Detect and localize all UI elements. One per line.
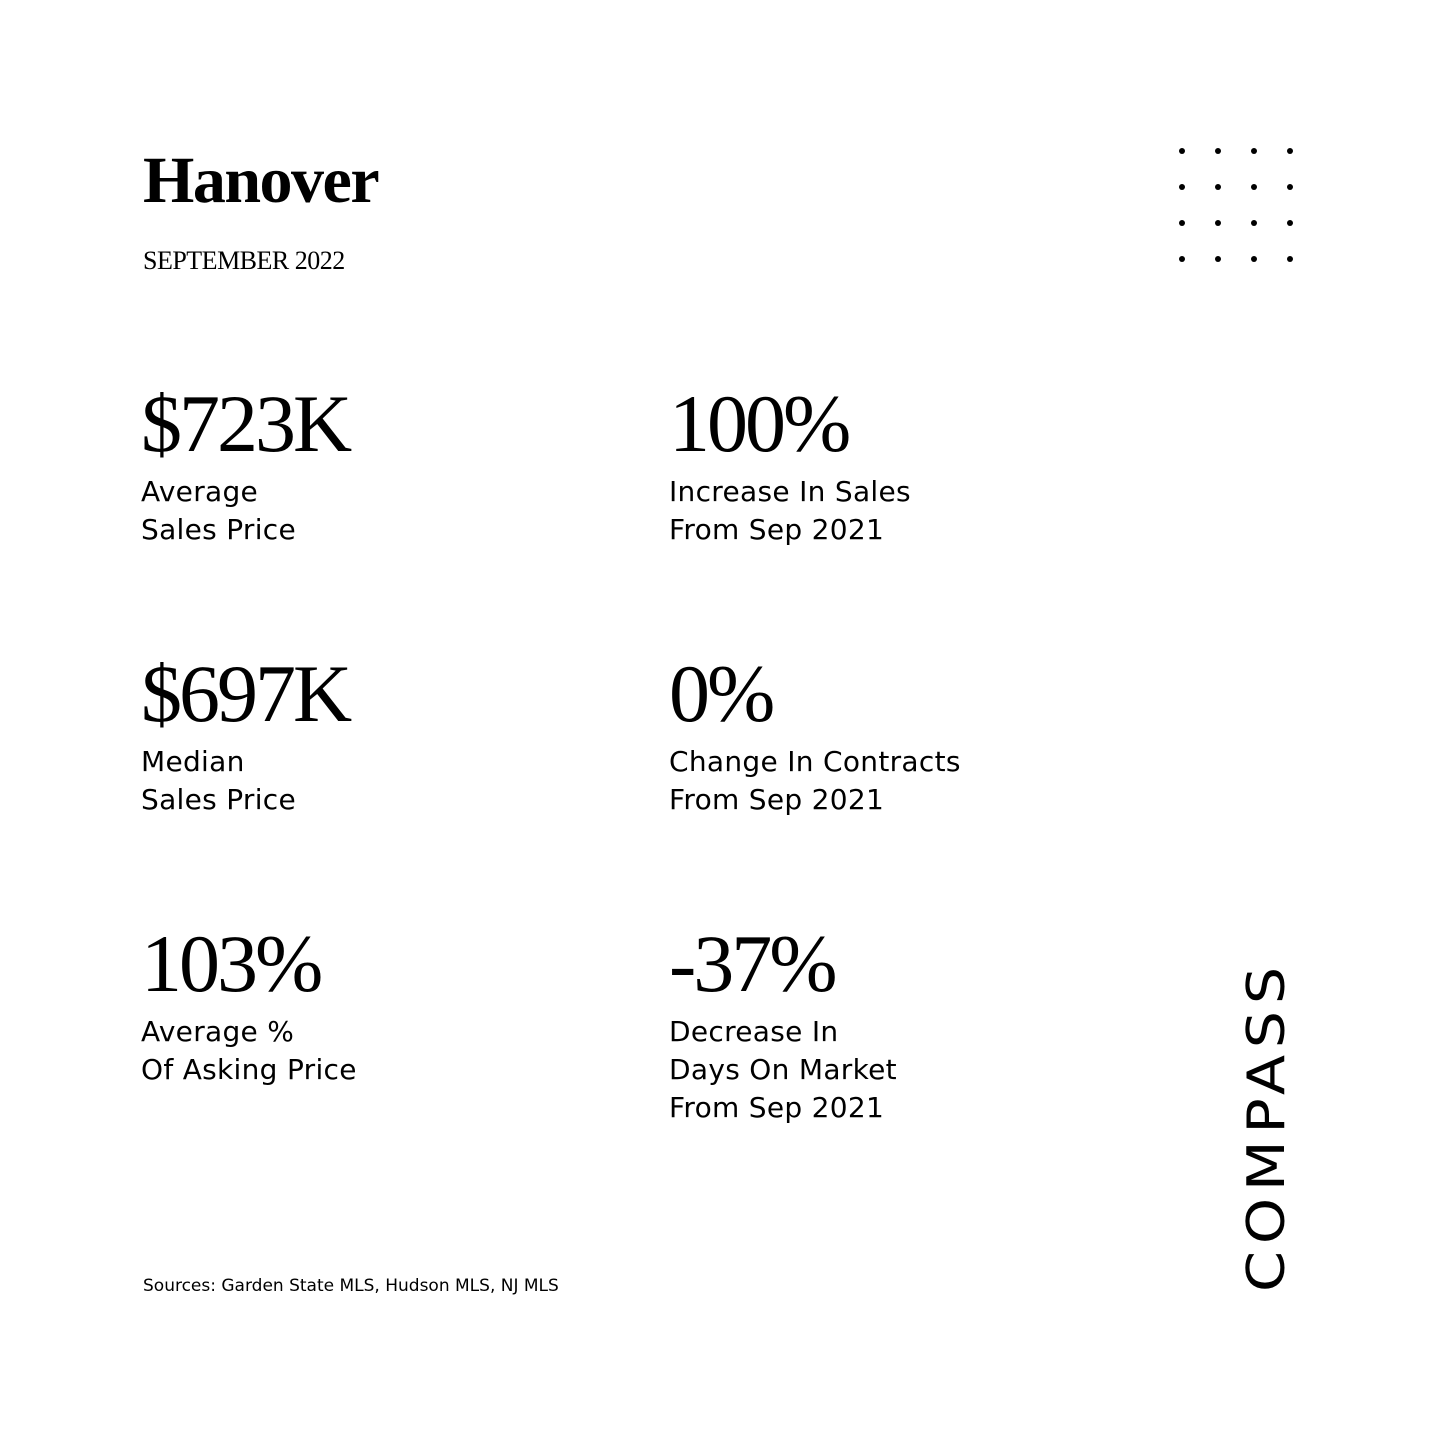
stat-label: Increase In Sales From Sep 2021 <box>669 475 911 546</box>
stat-value: $697K <box>141 648 350 739</box>
report-date: SEPTEMBER 2022 <box>143 246 345 275</box>
stat-value: 100% <box>669 378 849 469</box>
stat-value: $723K <box>141 378 350 469</box>
stat-value: 103% <box>141 918 321 1009</box>
stat-label: Median Sales Price <box>141 745 297 816</box>
stat-days-on-market <box>669 918 1149 1127</box>
stat-change-in-contracts <box>669 648 1149 819</box>
stat-average-percent-of-asking <box>141 918 621 1089</box>
sources-note: Sources: Garden State MLS, Hudson MLS, NJ MLS <box>143 1276 559 1296</box>
page-title: Hanover <box>143 144 379 217</box>
stat-label: Average % Of Asking Price <box>141 1015 357 1086</box>
stat-label: Change In Contracts From Sep 2021 <box>669 745 961 816</box>
compass-logo <box>1237 958 1297 1294</box>
compass-logo-text: COMPASS <box>1237 998 1297 1292</box>
stat-label: Average Sales Price <box>141 475 297 546</box>
stat-value: 0% <box>669 648 773 739</box>
dot-grid-icon <box>1176 145 1298 267</box>
stat-value: -37% <box>669 918 835 1009</box>
stat-median-sales-price <box>141 648 621 819</box>
stat-label: Decrease In Days On Market From Sep 2021 <box>669 1015 897 1124</box>
stat-average-sales-price <box>141 378 621 549</box>
stat-increase-in-sales <box>669 378 1149 549</box>
